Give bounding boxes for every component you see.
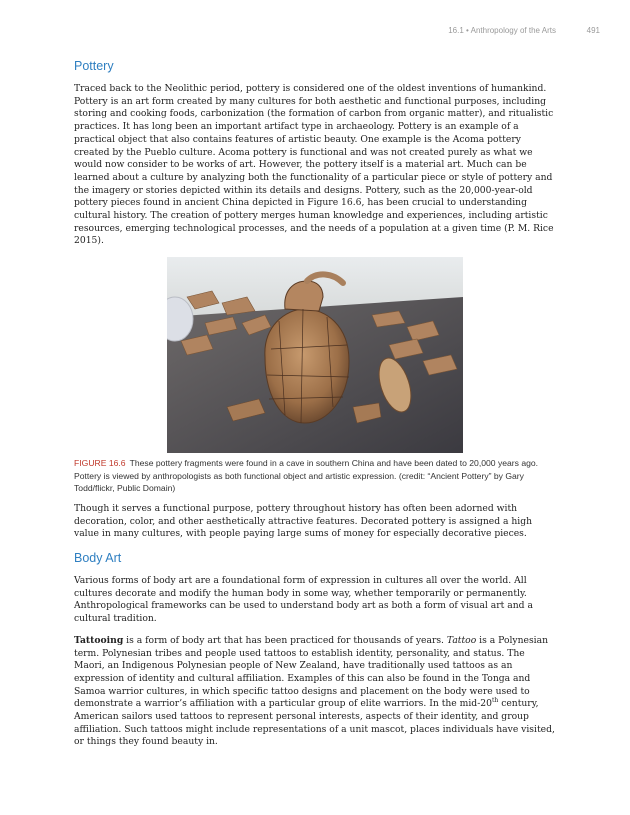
superscript-th: th <box>492 697 499 705</box>
body-art-paragraph-2 <box>74 635 556 749</box>
pottery-photo-illustration <box>167 257 463 453</box>
body-art-paragraph-2-part-a: is a form of body art that has been practiced for thousands of years. <box>123 634 447 646</box>
pottery-paragraph-1: Traced back to the Neolithic period, pottery is considered one of the oldest inventions of humankind. Pottery is an art form created by many cultures for both aesthetic and functional purposes, including storing and cooking foods, carbonization (the formation of carbon from organic matter), and ritualistic practices. It has long been an important artifact type in archaeology. Pottery is an example of a practical object that also contains features of artistic beauty. One example is the Acoma pottery created by the Pueblo culture. Acoma pottery is functional and was not created purely as what we would now consider to be works of art. However, the pottery itself is a material art. Much can be learned about a culture by analyzing both the functionality of a particular piece or style of pottery and the imagery or stories depicted within its details and designs. Pottery, such as the 20,000-year-old pottery pieces found in ancient China depicted in Figure 16.6, has been crucial to understanding cultural history. The creation of pottery merges human knowledge and experiences, including artistic resources, emerging technological processes, and the needs of a population at a given time (P. M. Rice 2015). <box>74 83 554 247</box>
page-number: 491 <box>586 26 600 35</box>
header-section-title: 16.1 • Anthropology of the Arts <box>448 26 556 35</box>
heading-pottery: Pottery <box>74 59 114 73</box>
figure-caption <box>74 457 556 495</box>
key-term-tattooing: Tattooing <box>74 634 124 646</box>
body-art-paragraph-2-part-c: century, American sailors used tattoos to represent personal interests, aspects of their identity, and group affiliation. Such tattoos might include representations of a unit mascot, places individuals have visited, or things they found beauty in. <box>74 698 555 748</box>
heading-body-art: Body Art <box>74 551 122 566</box>
body-art-paragraph-1: Various forms of body art are a foundational form of expression in cultures all over the world. All cultures decorate and modify the human body in some way, whether temporarily or permanently. Anthropological frameworks can be used to understand body art as both a form of visual art and a cultural tradition. <box>74 575 533 625</box>
page-content <box>74 58 556 758</box>
pottery-paragraph-2: Though it serves a functional purpose, pottery throughout history has often been adorned with decoration, color, and other aesthetically attractive features. Decorated pottery is assigned a high value in many cultures, with people paying large sums of money for especially decorative pieces. <box>74 502 533 540</box>
italic-term-tattoo: Tattoo <box>446 634 477 646</box>
figure-caption-text: These pottery fragments were found in a cave in southern China and have been dated to 20,000 years ago. Pottery is viewed by anthropologists as both functional object and artistic expression. (credit: “Ancient Pottery” by Gary Todd/flickr, Public Domain) <box>74 458 539 494</box>
figure-label: FIGURE 16.6 <box>74 458 126 469</box>
body-art-paragraph-2-part-b: is a Polynesian term. Polynesian tribes and people used tattoos to establish identity, personality, and status. The Maori, an Indigenous Polynesian people of New Zealand, have traditionally used tattoos as an expression of identity and cultural affiliation. Examples of this can also be found in the Tonga and Samoa warrior cultures, in which specific tattoo designs and placement on the body were used to demonstrate a warrior’s affiliation with a particular group of elite warriors. In the mid-20 <box>74 634 549 710</box>
running-header <box>0 26 630 38</box>
figure-pottery-photo <box>167 257 463 453</box>
